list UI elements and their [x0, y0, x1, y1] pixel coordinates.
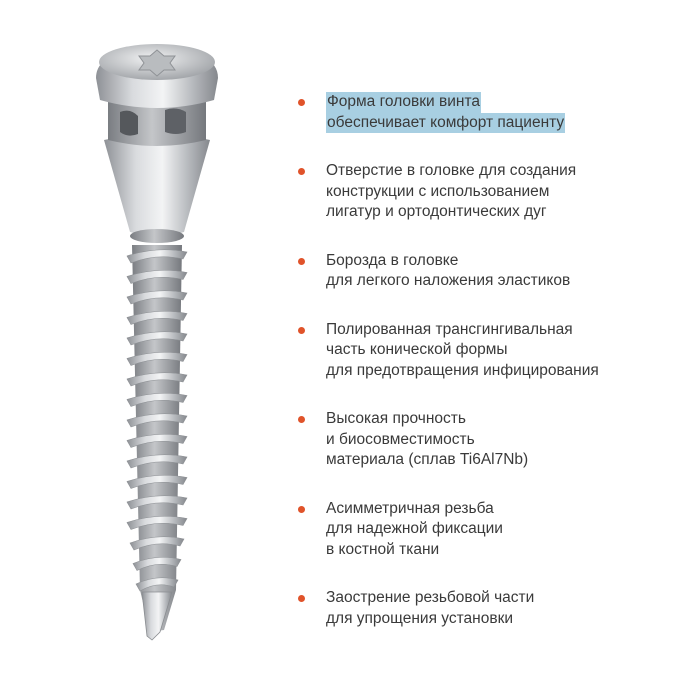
feature-text-line: для легкого наложения эластиков [326, 272, 571, 289]
feature-item [296, 409, 686, 471]
feature-text-line: в костной ткани [326, 540, 440, 558]
feature-text-line: лигатур и ортодонтических дуг [326, 203, 547, 220]
screw-neck [104, 134, 210, 236]
feature-item [296, 92, 686, 133]
feature-text-line: материала (сплав Ti6Al7Nb) [326, 451, 529, 468]
feature-text-line: для предотвращения инфицирования [326, 361, 599, 379]
screw-thread [127, 245, 187, 632]
screw-image [0, 0, 300, 700]
bullet-icon [298, 99, 305, 106]
bullet-icon [298, 416, 305, 423]
bullet-icon [298, 258, 305, 265]
feature-text-line: Отверстие в головке для создания [326, 162, 577, 179]
bullet-icon [298, 168, 305, 175]
feature-text-line: Полированная трансгингивальная [326, 320, 573, 338]
feature-text-line: Высокая прочность [326, 410, 466, 427]
feature-text-line: часть конической формы [326, 341, 508, 358]
feature-text-line: Асимметричная резьба [326, 499, 494, 517]
feature-item [296, 588, 686, 629]
feature-text-line: конструкции с использованием [326, 182, 550, 200]
bullet-icon [298, 327, 305, 334]
feature-list [296, 92, 686, 657]
feature-text-line: для упрощения установки [326, 609, 514, 627]
feature-text-line: Борозда в головке [326, 251, 459, 269]
feature-item [296, 499, 686, 561]
feature-text-line: Заострение резьбовой части [326, 589, 535, 606]
feature-item [296, 161, 686, 223]
feature-text-line: обеспечивает комфорт пациенту [326, 113, 565, 134]
screw-hole [120, 111, 138, 136]
feature-text-line: для надежной фиксации [326, 520, 503, 537]
feature-text-line: Форма головки винта [326, 92, 481, 113]
feature-item [296, 251, 686, 292]
feature-item [296, 320, 686, 382]
bullet-icon [298, 595, 305, 602]
bullet-icon [298, 506, 305, 513]
feature-text-line: и биосовместимость [326, 430, 475, 448]
